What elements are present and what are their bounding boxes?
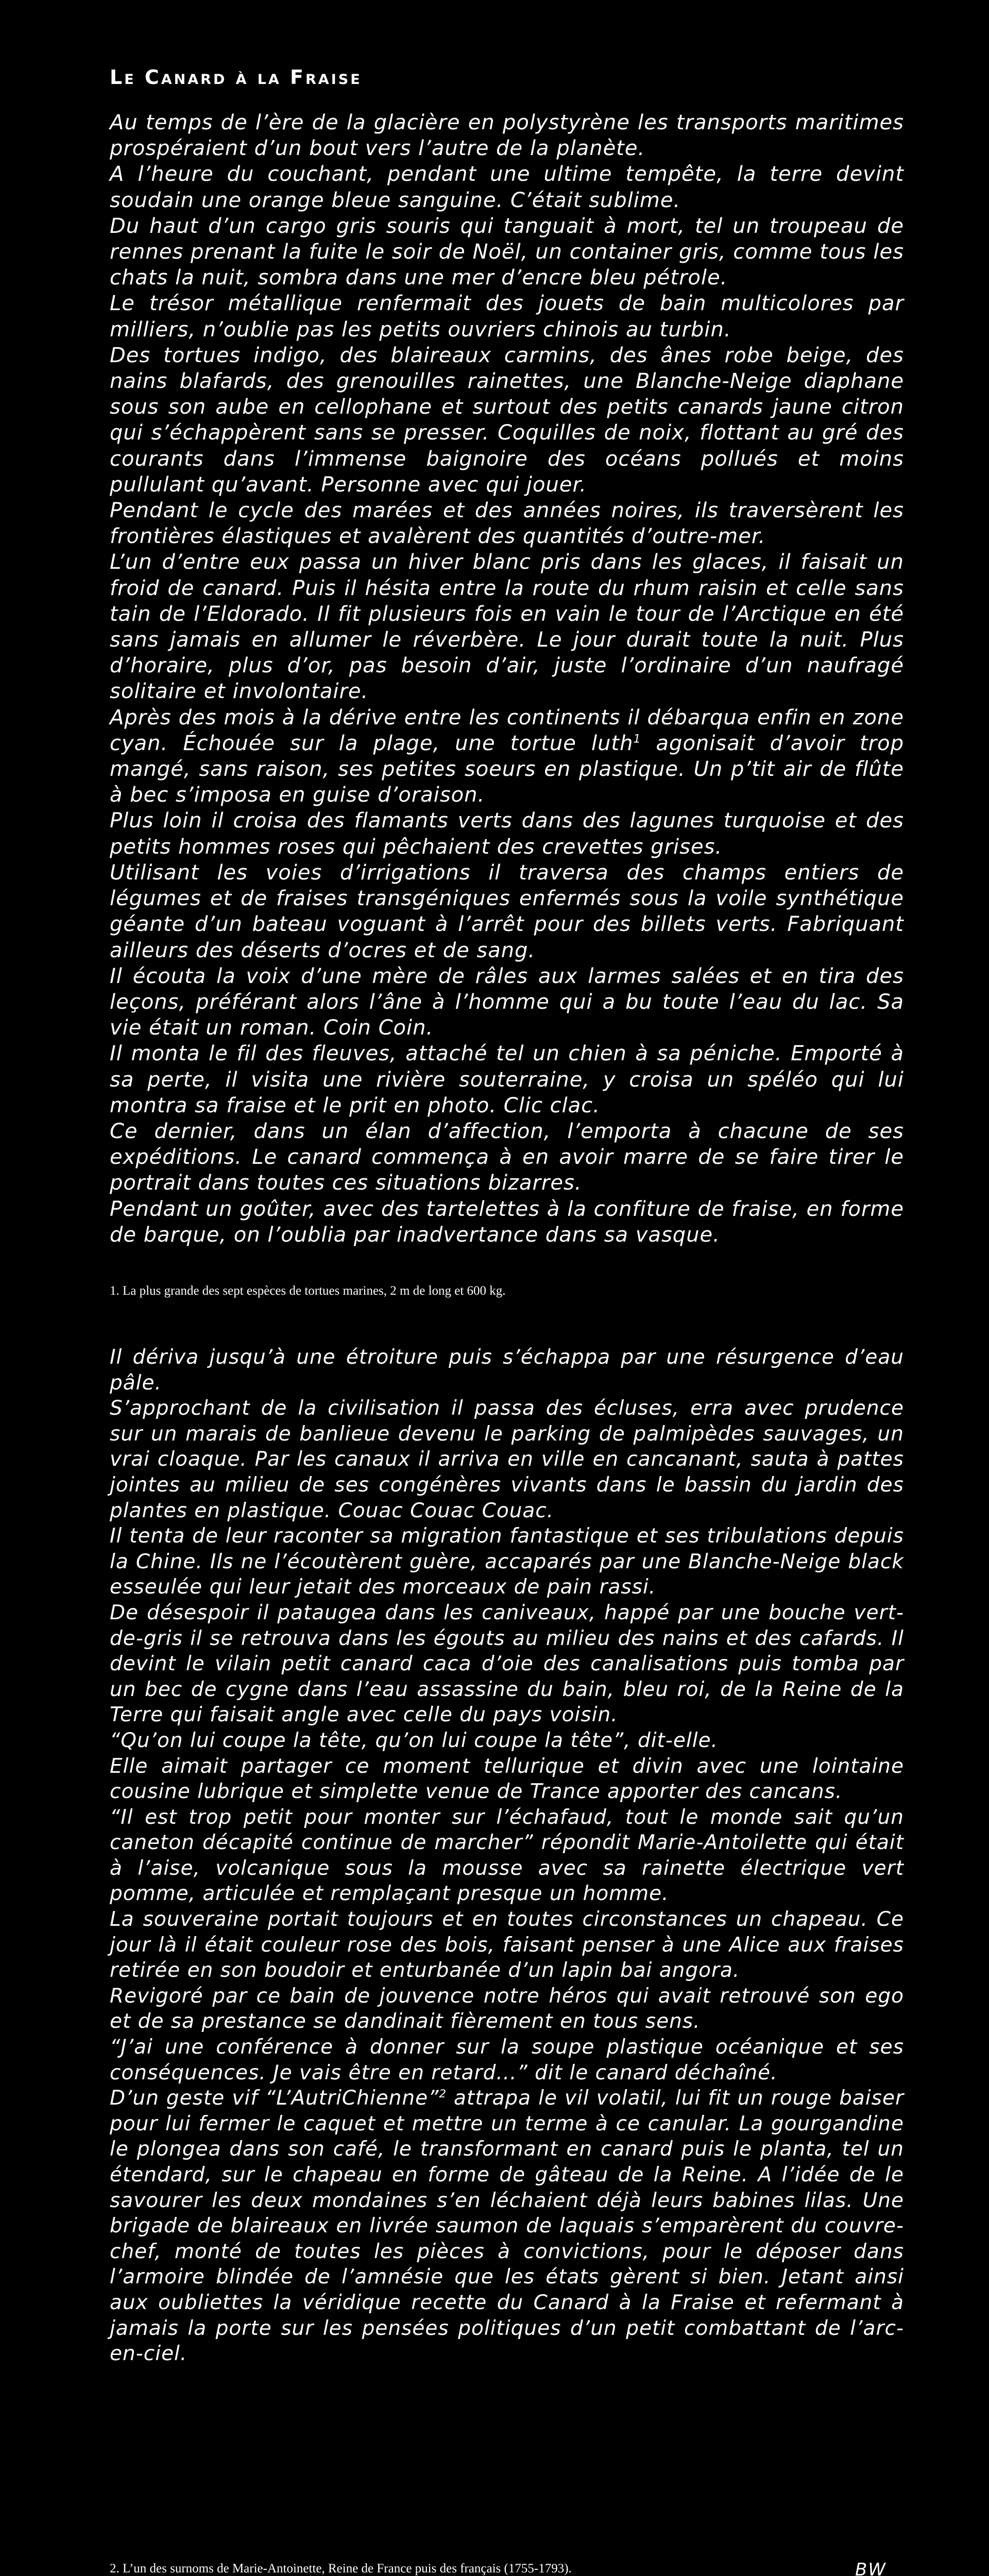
paragraph: Il dériva jusqu’à une étroiture puis s’échappa par une résurgence d’eau pâle.	[110, 1346, 904, 1395]
footnote-one: 1. La plus grande des sept espèces de tortues marines, 2 m de long et 600 kg.	[110, 1284, 506, 1298]
footnote-marker: 1	[633, 733, 641, 746]
paragraph: Pendant un goûter, avec des tartelettes à la confiture de fraise, en forme de barque, on l’oublia par inadvertance dans sa vasque.	[110, 1197, 904, 1247]
paragraph: S’approchant de la civilisation il passa des écluses, erra avec prudence sur un marais de banlieue devenu le parking de palmipèdes sauvages, un vrai cloaque. Par les canaux il arriva en ville en cancanant, sauta à pattes jointes au milieu de ses congénères vivants dans le bassin du jardin des plantes en plastique. Couac Couac Couac.	[110, 1397, 904, 1522]
paragraph: “Qu’on lui coupe la tête, qu’on lui coupe la tête”, dit-elle.	[110, 1728, 718, 1752]
paragraph-text: agonisait d’avoir trop mangé, sans raison, ses petites soeurs en plastique. Un p’tit air de flûte à bec s’imposa en guise d’oraison.	[110, 731, 904, 807]
paragraph: Il monta le fil des fleuves, attaché tel un chien à sa péniche. Emporté à sa perte, il visita une rivière souterraine, y croisa un spéléo qui lui montra sa fraise et le prit en photo. Clic clac.	[110, 1042, 904, 1117]
paragraph: La souveraine portait toujours et en toutes circonstances un chapeau. Ce jour là il était couleur rose des bois, faisant penser à une Alice aux fraises retirée en son boudoir et enturbanée d’un lapin bai angora.	[110, 1908, 904, 1982]
footnote-marker: 2	[439, 2088, 447, 2101]
paragraph: Pendant le cycle des marées et des années noires, ils traversèrent les frontières élastiques et avalèrent des quantités d’outre-mer.	[110, 499, 904, 549]
footnote-two: 2. L’un des surnoms de Marie-Antoinette, Reine de France puis des français (1755-1793).	[110, 2562, 572, 2575]
paragraph: Il tenta de leur raconter sa migration fantastique et ses tribulations depuis la Chine. Ils ne l’écoutèrent guère, accaparés par une Blanche-Neige black esseulée qui leur jetait des morceaux de pain rassi.	[110, 1524, 904, 1599]
paragraph-with-footnote	[110, 2086, 904, 2367]
paragraph: “J’ai une conférence à donner sur la soupe plastique océanique et ses conséquences. Je vais être en retard...” dit le canard déchaîné.	[110, 2036, 904, 2084]
paragraph: Plus loin il croisa des flamants verts dans des lagunes turquoise et des petits hommes roses qui pêchaient des crevettes grises.	[110, 809, 904, 859]
story-part-two	[110, 1345, 904, 2367]
paragraph-with-footnote	[110, 705, 904, 808]
paragraph: L’un d’entre eux passa un hiver blanc pris dans les glaces, il faisait un froid de canard. Puis il hésita entre la route du rhum raisin et celle sans tain de l’Eldorado. Il fit plusieurs fois en vain le tour de l’Arctique en été sans jamais en allumer le réverbère. Le jour durait toute la nuit. Plus d’horaire, plus d’or, pas besoin d’air, juste l’ordinaire d’un naufragé solitaire et involontaire.	[110, 550, 904, 704]
author-signature: BW	[855, 2560, 886, 2576]
paragraph: Des tortues indigo, des blaireaux carmins, des ânes robe beige, des nains blafards, des grenouilles rainettes, une Blanche-Neige diaphane sous son aube en cellophane et surtout des petits canards jaune citron qui s’échappèrent sans se presser. Coquilles de noix, flottant au gré des courants dans l’immense baignoire des océans pollués et moins pullulant qu’avant. Personne avec qui jouer.	[110, 343, 904, 497]
paragraph: Elle aimait partager ce moment tellurique et divin avec une lointaine cousine lubrique et simplette venue de Trance apporter des cancans.	[110, 1754, 904, 1804]
paragraph-text: Après des mois à la dérive entre les continents il débarqua enfin en zone cyan. Échouée sur la plage, une tortue luth	[110, 705, 904, 755]
paragraph: “Il est trop petit pour monter sur l’échafaud, tout le monde sait qu’un caneton décapité continue de marcher” répondit Marie-Antoilette qui était à l’aise, volcanique sous la mousse avec sa rainette électrique vert pomme, articulée et remplaçant presque un homme.	[110, 1805, 904, 1906]
paragraph: De désespoir il pataugea dans les caniveaux, happé par une bouche vert-de-gris il se retrouva dans les égouts au milieu des nains et des cafards. Il devint le vilain petit canard caca d’oie des canalisations puis tomba par un bec de cygne dans l’eau assassine du bain, bleu roi, de la Reine de la Terre qui faisait angle avec celle du pays voisin.	[110, 1601, 904, 1727]
paragraph: Revigoré par ce bain de jouvence notre héros qui avait retrouvé son ego et de sa prestance se dandinait fièrement en tous sens.	[110, 1984, 904, 2033]
paragraph: Le trésor métallique renfermait des jouets de bain multicolores par milliers, n’oublie pas les petits ouvriers chinois au turbin.	[110, 292, 904, 342]
story-part-one	[110, 110, 904, 1248]
paragraph: Au temps de l’ère de la glacière en polystyrène les transports maritimes prospéraient d’un bout vers l’autre de la planète.	[110, 111, 904, 161]
paragraph: A l’heure du couchant, pendant une ultime tempête, la terre devint soudain une orange bleue sanguine. C’était sublime.	[110, 162, 904, 212]
paragraph-text: attrapa le vil volatil, lui fit un rouge baiser pour lui fermer le caquet et mettre un terme à ce canular. La gourgandine le plongea dans son café, le transformant en canard puis le planta, tel un étendard, sur le chapeau en forme de gâteau de la Reine. A l’idée de le savourer les deux mondaines s’en léchaient déjà leurs babines lilas. Une brigade de blaireaux en livrée saumon de laquais s’emparèrent du couvre-chef, monté de toutes les pièces à convictions, pour le déposer dans l’armoire blindée de l’amnésie que les états gèrent si bien. Jetant ainsi aux oubliettes la véridique recette du Canard à la Fraise et refermant à jamais la porte sur les pensées politiques d’un petit combattant de l’arc-en-ciel.	[110, 2087, 904, 2366]
story-title: Le Canard à la Fraise	[110, 66, 362, 89]
paragraph: Il écouta la voix d’une mère de râles aux larmes salées et en tira des leçons, préférant alors l’âne à l’homme qui a bu toute l’eau du lac. Sa vie était un roman. Coin Coin.	[110, 964, 904, 1040]
paragraph: Ce dernier, dans un élan d’affection, l’emporta à chacune de ses expéditions. Le canard commença à en avoir marre de se faire tirer le portrait dans toutes ces situations bizarres.	[110, 1119, 904, 1195]
paragraph-text: D’un geste vif “L’AutriChienne”	[110, 2087, 439, 2110]
paragraph: Du haut d’un cargo gris souris qui tanguait à mort, tel un troupeau de rennes prenant la fuite le soir de Noël, un container gris, comme tous les chats la nuit, sombra dans une mer d’encre bleu pétrole.	[110, 214, 904, 290]
paragraph: Utilisant les voies d’irrigations il traversa des champs entiers de légumes et de fraises transgéniques enfermés sous la voile synthétique géante d’un bateau voguant à l’arrêt pour des billets verts. Fabriquant ailleurs des déserts d’ocres et de sang.	[110, 860, 904, 962]
